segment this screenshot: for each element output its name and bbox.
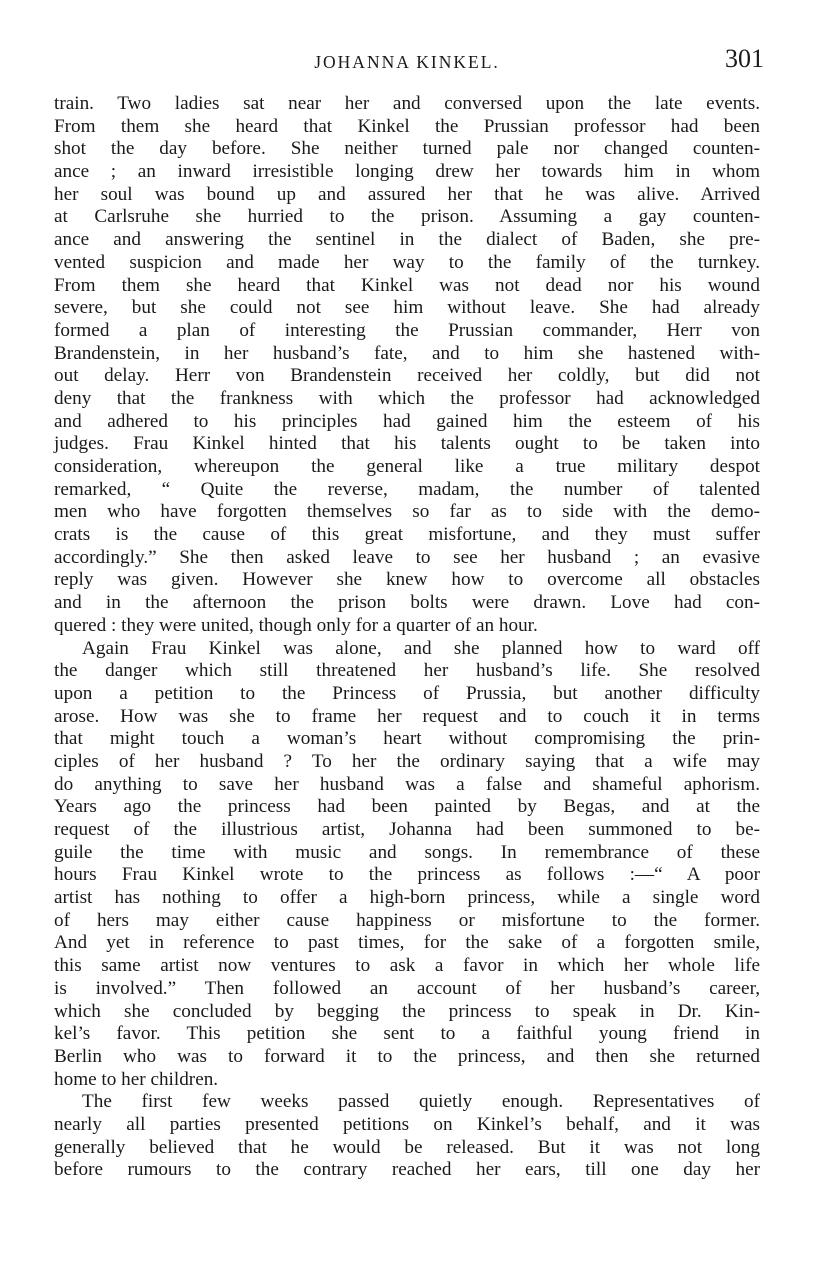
text-line: that might touch a woman’s heart without compromising the prin-: [54, 728, 760, 750]
text-line: hours Frau Kinkel wrote to the princess as follows :—“ A poor: [54, 864, 760, 886]
text-line: kel’s favor. This petition she sent to a faithful young friend in: [54, 1023, 760, 1045]
text-line: vented suspicion and made her way to the family of the turnkey.: [54, 251, 760, 273]
text-line: home to her children.: [54, 1068, 219, 1090]
text-line: nearly all parties presented petitions on Kinkel’s behalf, and it was: [54, 1113, 760, 1135]
text-line: remarked, “ Quite the reverse, madam, the number of talented: [54, 478, 760, 500]
text-line: The first few weeks passed quietly enough. Representatives of: [82, 1091, 760, 1113]
running-title: JOHANNA KINKEL.: [314, 52, 500, 72]
text-line: reply was given. However she knew how to overcome all obstacles: [54, 569, 760, 591]
text-line: out delay. Herr von Brandenstein received her coldly, but did not: [54, 365, 760, 387]
text-line: From them she heard that Kinkel was not dead nor his wound: [54, 274, 760, 296]
text-line: of hers may either cause happiness or misfortune to the former.: [54, 909, 760, 931]
text-line: crats is the cause of this great misfortune, and they must suffer: [54, 524, 760, 546]
text-line: And yet in reference to past times, for the sake of a forgotten smile,: [54, 932, 760, 954]
text-line: before rumours to the contrary reached her ears, till one day her: [54, 1159, 760, 1181]
text-line: Years ago the princess had been painted by Begas, and at the: [54, 796, 760, 818]
text-line: shot the day before. She neither turned pale nor changed counten-: [54, 138, 760, 160]
paragraph: [54, 638, 760, 1092]
text-line: guile the time with music and songs. In remembrance of these: [54, 841, 760, 863]
text-line: judges. Frau Kinkel hinted that his talents ought to be taken into: [54, 433, 760, 455]
text-line: accordingly.” She then asked leave to see her husband ; an evasive: [54, 546, 760, 568]
text-line: severe, but she could not see him without leave. She had already: [54, 297, 760, 319]
text-line: ciples of her husband ? To her the ordinary saying that a wife may: [54, 750, 760, 772]
text-line: artist has nothing to offer a high-born princess, while a single word: [54, 887, 760, 909]
paragraph: [54, 93, 760, 638]
paragraph: [54, 1091, 760, 1182]
text-line: and in the afternoon the prison bolts were drawn. Love had con-: [54, 592, 760, 614]
text-line: arose. How was she to frame her request and to couch it in terms: [54, 705, 760, 727]
text-line: and adhered to his principles had gained him the esteem of his: [54, 410, 760, 432]
text-line: this same artist now ventures to ask a favor in which her whole life: [54, 955, 760, 977]
text-line: consideration, whereupon the general like a true military despot: [54, 456, 760, 477]
text-line: deny that the frankness with which the professor had acknowledged: [54, 387, 760, 409]
text-line: Berlin who was to forward it to the princess, and then she returned: [54, 1045, 760, 1067]
text-line: train. Two ladies sat near her and conversed upon the late events.: [54, 93, 760, 114]
text-line: Again Frau Kinkel was alone, and she planned how to ward off: [82, 637, 760, 659]
text-line: upon a petition to the Princess of Prussia, but another difficulty: [54, 682, 760, 704]
text-line: do anything to save her husband was a false and shameful aphorism.: [54, 773, 760, 795]
body-text: [54, 93, 760, 1182]
running-head: [50, 44, 764, 80]
text-line: ance ; an inward irresistible longing drew her towards him in whom: [54, 161, 760, 183]
text-line: at Carlsruhe she hurried to the prison. Assuming a gay counten-: [54, 206, 760, 228]
text-line: request of the illustrious artist, Johanna had been summoned to be-: [54, 819, 760, 840]
page-number: 301: [725, 44, 764, 73]
text-line: Brandenstein, in her husband’s fate, and to him she hastened with-: [54, 342, 760, 364]
text-line: the danger which still threatened her husband’s life. She resolved: [54, 660, 760, 682]
text-line: is involved.” Then followed an account of her husband’s career,: [54, 977, 760, 999]
text-line: men who have forgotten themselves so far as to side with the demo-: [54, 501, 760, 523]
text-line: quered : they were united, though only for a quarter of an hour.: [54, 614, 538, 636]
text-line: generally believed that he would be released. But it was not long: [54, 1136, 760, 1158]
text-line: formed a plan of interesting the Prussian commander, Herr von: [54, 319, 760, 341]
text-line: ance and answering the sentinel in the dialect of Baden, she pre-: [54, 229, 760, 251]
text-line: which she concluded by begging the princess to speak in Dr. Kin-: [54, 1000, 760, 1022]
text-line: her soul was bound up and assured her that he was alive. Arrived: [54, 183, 760, 205]
text-line: From them she heard that Kinkel the Prussian professor had been: [54, 115, 760, 137]
